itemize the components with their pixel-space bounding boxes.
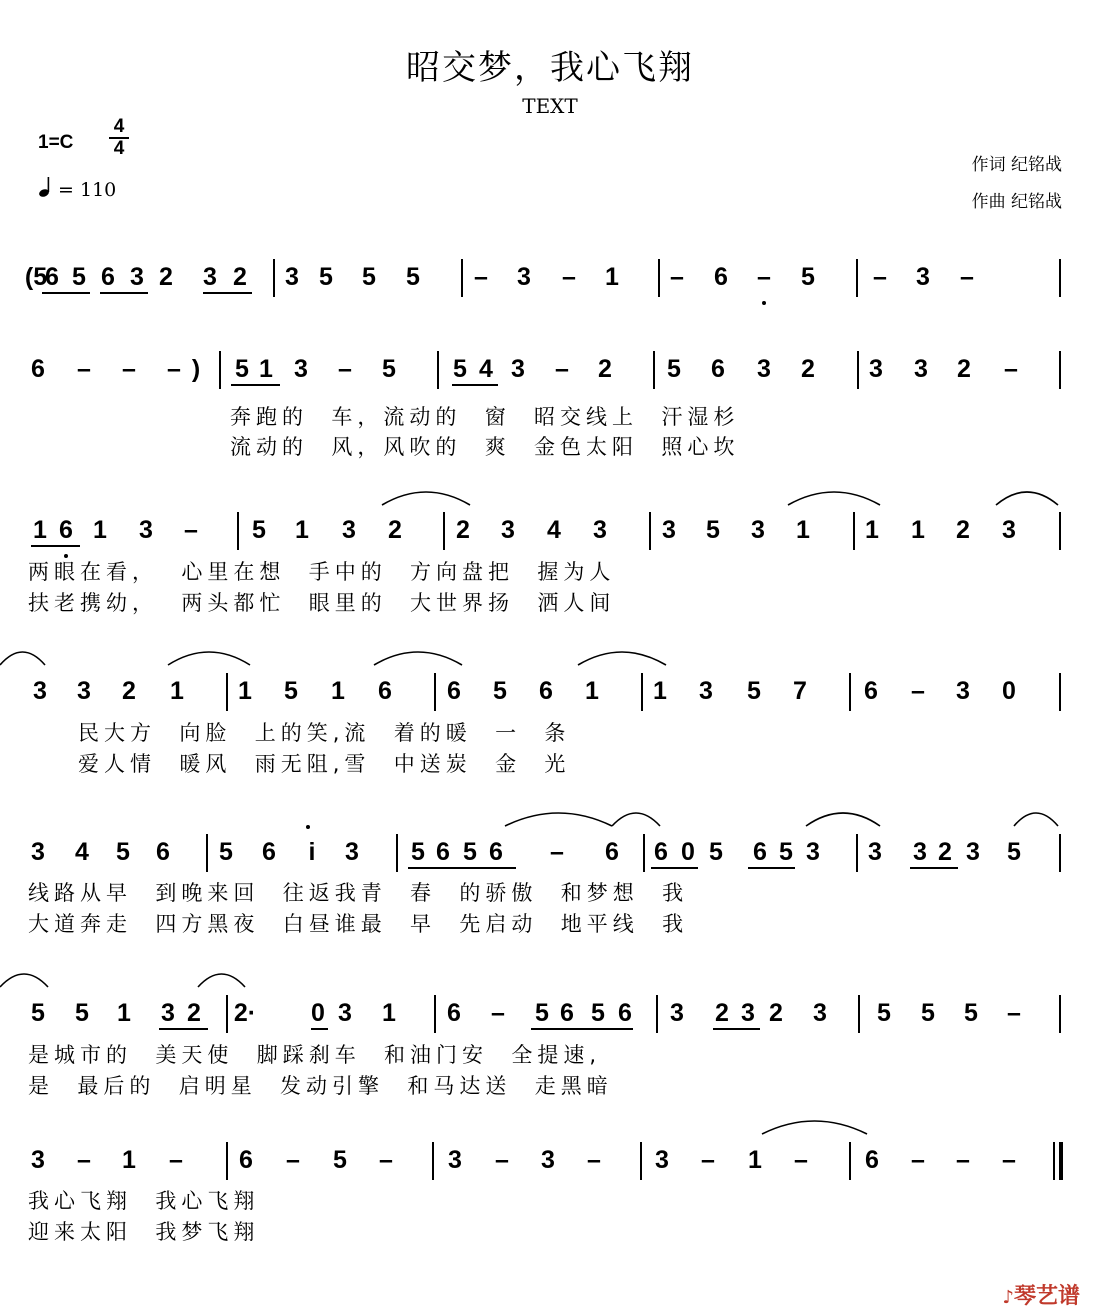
note: – bbox=[757, 263, 771, 291]
note: 5 bbox=[333, 1146, 347, 1174]
beam-underline bbox=[311, 1028, 328, 1030]
beam-underline bbox=[651, 867, 698, 869]
note: 3 bbox=[31, 1146, 45, 1174]
note: 5 bbox=[31, 999, 45, 1027]
note: – bbox=[169, 1146, 183, 1174]
note: 1 bbox=[295, 516, 309, 544]
note: 6 bbox=[156, 838, 170, 866]
note: 3 bbox=[345, 838, 359, 866]
slur-path bbox=[168, 652, 250, 665]
note: 3 bbox=[77, 677, 91, 705]
barline bbox=[1059, 512, 1061, 550]
note: – bbox=[286, 1146, 300, 1174]
note: 5 bbox=[667, 355, 681, 383]
note: 1 bbox=[238, 677, 252, 705]
note: 2 bbox=[801, 355, 815, 383]
note: 3 bbox=[662, 516, 676, 544]
octave-dot bbox=[306, 825, 310, 829]
note: – bbox=[77, 1146, 91, 1174]
note: 3 bbox=[916, 263, 930, 291]
barline bbox=[1059, 834, 1061, 872]
lyric-verse-2: 是 最后的 启明星 发动引擎 和马达送 走黑暗 bbox=[28, 1074, 613, 1098]
note: 3 bbox=[448, 1146, 462, 1174]
note: 6 bbox=[101, 263, 115, 291]
note: 3 bbox=[813, 999, 827, 1027]
note: – bbox=[474, 263, 488, 291]
note: 1 bbox=[382, 999, 396, 1027]
note: 6 bbox=[45, 263, 59, 291]
note: 3 bbox=[741, 999, 755, 1027]
barline bbox=[219, 351, 221, 389]
note: 5 bbox=[921, 999, 935, 1027]
barline bbox=[237, 512, 239, 550]
note: 5 bbox=[1007, 838, 1021, 866]
note: – bbox=[794, 1146, 808, 1174]
note: 3 bbox=[541, 1146, 555, 1174]
slur-path bbox=[382, 492, 470, 505]
barline bbox=[273, 259, 275, 297]
note: 5 bbox=[382, 355, 396, 383]
note: 6 bbox=[714, 263, 728, 291]
beam-underline bbox=[31, 545, 80, 547]
note: 3 bbox=[31, 838, 45, 866]
note: 1 bbox=[259, 355, 273, 383]
note: 5 bbox=[779, 838, 793, 866]
barline bbox=[206, 834, 208, 872]
beam-underline bbox=[408, 867, 516, 869]
note: 5 bbox=[252, 516, 266, 544]
note: 1 bbox=[865, 516, 879, 544]
note: 5 bbox=[709, 838, 723, 866]
note: 6 bbox=[560, 999, 574, 1027]
note: 3 bbox=[699, 677, 713, 705]
note: – bbox=[184, 516, 198, 544]
note: – bbox=[379, 1146, 393, 1174]
note: 6 bbox=[618, 999, 632, 1027]
note: 3 bbox=[956, 677, 970, 705]
note: 4 bbox=[547, 516, 561, 544]
note: – bbox=[1002, 1146, 1016, 1174]
lyricist-credit: 作词 纪铭战 bbox=[971, 155, 1062, 175]
barline bbox=[1059, 995, 1061, 1033]
note: 1 bbox=[122, 1146, 136, 1174]
note: 3 bbox=[130, 263, 144, 291]
note: 6 bbox=[447, 999, 461, 1027]
lyric-verse-2: 扶老携幼， 两头都忙 眼里的 大世界扬 洒人间 bbox=[28, 591, 616, 615]
note: 1 bbox=[911, 516, 925, 544]
note: 0 bbox=[1002, 677, 1016, 705]
note: 6 bbox=[864, 677, 878, 705]
beam-underline bbox=[203, 292, 252, 294]
note: 1 bbox=[93, 516, 107, 544]
note: 5 bbox=[75, 999, 89, 1027]
note: 5 bbox=[706, 516, 720, 544]
note: 6 bbox=[865, 1146, 879, 1174]
barline bbox=[640, 1142, 642, 1180]
note: – bbox=[555, 355, 569, 383]
note: – bbox=[562, 263, 576, 291]
note: 3 bbox=[655, 1146, 669, 1174]
note: 1 bbox=[796, 516, 810, 544]
barline bbox=[849, 1142, 851, 1180]
note: 6 bbox=[654, 838, 668, 866]
song-subtitle: TEXT bbox=[522, 94, 578, 118]
slur-path bbox=[788, 492, 880, 505]
note: 3 bbox=[757, 355, 771, 383]
barline bbox=[853, 512, 855, 550]
note: ) bbox=[191, 355, 201, 383]
note: 3 bbox=[511, 355, 525, 383]
barline bbox=[653, 351, 655, 389]
beam-underline bbox=[910, 867, 958, 869]
barline bbox=[656, 995, 658, 1033]
slur-path bbox=[0, 652, 45, 665]
note: 3 bbox=[593, 516, 607, 544]
barline bbox=[396, 834, 398, 872]
note: 6 bbox=[605, 838, 619, 866]
note: 3 bbox=[670, 999, 684, 1027]
note: 3 bbox=[868, 838, 882, 866]
note: 1 bbox=[170, 677, 184, 705]
slur-path bbox=[374, 652, 462, 665]
note: 6 bbox=[378, 677, 392, 705]
slur-path bbox=[0, 974, 48, 987]
barline bbox=[856, 834, 858, 872]
barline bbox=[226, 1142, 228, 1180]
note: 1 bbox=[33, 516, 47, 544]
barline bbox=[437, 351, 439, 389]
note: 3 bbox=[203, 263, 217, 291]
note: 5 bbox=[877, 999, 891, 1027]
note: 6 bbox=[436, 838, 450, 866]
tempo-value: = 110 bbox=[58, 179, 117, 201]
song-title: 昭交梦，我心飞翔 bbox=[406, 48, 694, 88]
note: 1 bbox=[748, 1146, 762, 1174]
barline bbox=[856, 259, 858, 297]
beam-underline bbox=[159, 1028, 208, 1030]
note: – bbox=[873, 263, 887, 291]
note: 5 bbox=[964, 999, 978, 1027]
note: 6 bbox=[31, 355, 45, 383]
note: 3 bbox=[139, 516, 153, 544]
slur-path bbox=[612, 813, 660, 826]
barline bbox=[443, 512, 445, 550]
note: i bbox=[308, 838, 316, 866]
note: 5 bbox=[406, 263, 420, 291]
watermark-text: 琴艺谱 bbox=[1013, 1284, 1080, 1309]
note: 5 bbox=[463, 838, 477, 866]
note: 5 bbox=[362, 263, 376, 291]
lyric-verse-1: 线路从早 到晚来回 往返我青 春 的骄傲 和梦想 我 bbox=[28, 881, 689, 905]
note: 6 bbox=[447, 677, 461, 705]
note: 3 bbox=[294, 355, 308, 383]
note: 6 bbox=[239, 1146, 253, 1174]
note: 2 bbox=[233, 263, 247, 291]
note: – bbox=[956, 1146, 970, 1174]
barline bbox=[434, 995, 436, 1033]
note: 1 bbox=[653, 677, 667, 705]
note: 6 bbox=[711, 355, 725, 383]
slur-path bbox=[762, 1121, 867, 1134]
note: 3 bbox=[869, 355, 883, 383]
note: 5 bbox=[284, 677, 298, 705]
note: 3 bbox=[161, 999, 175, 1027]
barline bbox=[1059, 259, 1061, 297]
note: 3 bbox=[285, 263, 299, 291]
note: 3 bbox=[517, 263, 531, 291]
key-signature: 1=C bbox=[38, 132, 74, 153]
note: 3 bbox=[806, 838, 820, 866]
note: 5 bbox=[219, 838, 233, 866]
watermark-icon: ♪ bbox=[1002, 1287, 1014, 1308]
note: – bbox=[670, 263, 684, 291]
note: 3 bbox=[501, 516, 515, 544]
composer-credit: 作曲 纪铭战 bbox=[971, 192, 1062, 212]
note: 0 bbox=[681, 838, 695, 866]
note: – bbox=[1004, 355, 1018, 383]
note: 6 bbox=[59, 516, 73, 544]
beam-underline bbox=[231, 384, 280, 386]
note: 6 bbox=[539, 677, 553, 705]
note: 1 bbox=[117, 999, 131, 1027]
lyric-verse-1: 奔跑的 车，流动的 窗 昭交线上 汗湿杉 bbox=[230, 405, 740, 429]
note: 2 bbox=[715, 999, 729, 1027]
note: – bbox=[167, 355, 181, 383]
note: 5 bbox=[72, 263, 86, 291]
note: – bbox=[491, 999, 505, 1027]
note: – bbox=[122, 355, 136, 383]
lyric-verse-2: 爱人情 暖风 雨无阻,雪 中送炭 金 光 bbox=[78, 752, 571, 776]
note: 2· bbox=[233, 999, 257, 1027]
note: 3 bbox=[33, 677, 47, 705]
note: 1 bbox=[605, 263, 619, 291]
barline bbox=[858, 995, 860, 1033]
lyric-verse-2: 流动的 风，风吹的 爽 金色太阳 照心坎 bbox=[230, 435, 740, 459]
lyric-verse-2: 大道奔走 四方黑夜 白昼谁最 早 先启动 地平线 我 bbox=[28, 912, 689, 936]
octave-dot bbox=[64, 554, 68, 558]
barline bbox=[1059, 351, 1061, 389]
barline bbox=[226, 673, 228, 711]
note: 4 bbox=[479, 355, 493, 383]
barline bbox=[226, 995, 228, 1033]
note: 5 bbox=[801, 263, 815, 291]
note: 3 bbox=[914, 355, 928, 383]
note: 2 bbox=[956, 516, 970, 544]
slur-path bbox=[505, 813, 612, 826]
note: 6 bbox=[489, 838, 503, 866]
barline bbox=[643, 834, 645, 872]
note: 5 bbox=[235, 355, 249, 383]
note: 3 bbox=[966, 838, 980, 866]
note: 5 bbox=[747, 677, 761, 705]
note: 5 bbox=[493, 677, 507, 705]
note: 7 bbox=[793, 677, 807, 705]
beam-underline bbox=[748, 867, 795, 869]
barline bbox=[658, 259, 660, 297]
note: 4 bbox=[75, 838, 89, 866]
note: 6 bbox=[753, 838, 767, 866]
note: 3 bbox=[1002, 516, 1016, 544]
note: – bbox=[701, 1146, 715, 1174]
note: – bbox=[1007, 999, 1021, 1027]
note: 1 bbox=[585, 677, 599, 705]
note: 0 bbox=[311, 999, 325, 1027]
lyric-verse-1: 民大方 向脸 上的笑,流 着的暖 一 条 bbox=[78, 721, 571, 745]
note: 5 bbox=[116, 838, 130, 866]
beam-underline bbox=[531, 1028, 633, 1030]
slur-path bbox=[1014, 813, 1058, 826]
note: 5 bbox=[453, 355, 467, 383]
note: (5 bbox=[24, 263, 48, 291]
barline bbox=[1059, 673, 1061, 711]
barline bbox=[432, 1142, 434, 1180]
note: – bbox=[587, 1146, 601, 1174]
note: – bbox=[911, 677, 925, 705]
note: – bbox=[338, 355, 352, 383]
note: 3 bbox=[338, 999, 352, 1027]
note: 2 bbox=[957, 355, 971, 383]
barline bbox=[849, 673, 851, 711]
note: – bbox=[550, 838, 564, 866]
barline bbox=[649, 512, 651, 550]
note: 5 bbox=[591, 999, 605, 1027]
lyric-verse-1: 是城市的 美天使 脚踩刹车 和油门安 全提速, bbox=[28, 1043, 602, 1067]
barline bbox=[461, 259, 463, 297]
final-barline bbox=[1059, 1142, 1063, 1180]
note: 3 bbox=[913, 838, 927, 866]
slur-path bbox=[198, 974, 245, 987]
lyric-verse-1: 我心飞翔 我心飞翔 bbox=[28, 1189, 260, 1213]
time-signature-bottom: 4 bbox=[113, 138, 125, 159]
watermark-logo bbox=[1002, 1279, 1080, 1310]
note: – bbox=[495, 1146, 509, 1174]
note: 2 bbox=[769, 999, 783, 1027]
octave-dot bbox=[762, 301, 766, 305]
note: 5 bbox=[411, 838, 425, 866]
beam-underline bbox=[42, 292, 90, 294]
barline bbox=[857, 351, 859, 389]
note: 5 bbox=[319, 263, 333, 291]
note: 2 bbox=[388, 516, 402, 544]
note: 2 bbox=[938, 838, 952, 866]
lyric-verse-1: 两眼在看， 心里在想 手中的 方向盘把 握为人 bbox=[28, 560, 616, 584]
note: 5 bbox=[535, 999, 549, 1027]
note: – bbox=[77, 355, 91, 383]
beam-underline bbox=[452, 384, 498, 386]
note: 1 bbox=[331, 677, 345, 705]
slur-path bbox=[578, 652, 666, 665]
note: 2 bbox=[122, 677, 136, 705]
slur-path bbox=[806, 813, 880, 826]
note: – bbox=[960, 263, 974, 291]
slur-path bbox=[996, 492, 1058, 505]
note: – bbox=[911, 1146, 925, 1174]
barline bbox=[641, 673, 643, 711]
note: 2 bbox=[598, 355, 612, 383]
note: 3 bbox=[751, 516, 765, 544]
note: 6 bbox=[262, 838, 276, 866]
note: 2 bbox=[456, 516, 470, 544]
beam-underline bbox=[100, 292, 148, 294]
lyric-verse-2: 迎来太阳 我梦飞翔 bbox=[28, 1220, 260, 1244]
final-barline bbox=[1053, 1142, 1055, 1180]
beam-underline bbox=[713, 1028, 760, 1030]
time-signature-top: 4 bbox=[113, 116, 125, 137]
barline bbox=[434, 673, 436, 711]
note: 2 bbox=[187, 999, 201, 1027]
note: 3 bbox=[342, 516, 356, 544]
note: 2 bbox=[159, 263, 173, 291]
